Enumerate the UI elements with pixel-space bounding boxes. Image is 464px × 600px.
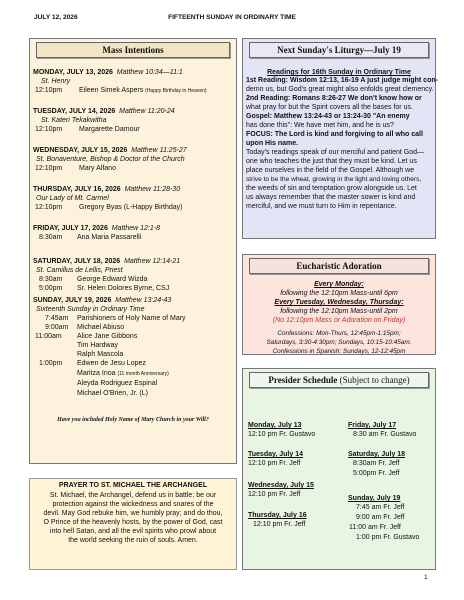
adoration-line: following the 12:10pm Mass-until 6pm: [280, 290, 398, 297]
day-date: FRIDAY, JULY 17, 2026 Matthew 12:1-8: [33, 225, 160, 232]
day-date: SATURDAY, JULY 18, 2026 Matthew 12:14-21: [33, 258, 181, 265]
day-date: WEDNESDAY, JULY 15, 2026 Matthew 11:25-27: [33, 147, 187, 154]
presider-day: Monday, July 13: [248, 422, 302, 429]
presider-day: Thursday, July 16: [248, 512, 307, 519]
mass-entry: Michael O'Brien, Jr. (L): [77, 390, 148, 397]
confessions-line: Confessions in Spanish: Sundays, 12-12:45pm: [272, 348, 406, 355]
presider-day: Friday, July 17: [348, 422, 397, 429]
liturgy-line: us always remember that the master sower is kind and: [246, 194, 416, 201]
liturgy-line: 2nd Reading: Romans 8:26-27 We don't know how or: [246, 95, 422, 102]
page-number: 1: [424, 574, 428, 581]
liturgy-line: one who teaches the just that they must be kind. Let us: [246, 158, 417, 165]
prayer-line: devil. May God rebuke him, we humbly pray; and do thou,: [43, 510, 223, 517]
mass-entry: 8:30am George Edward Wizda: [39, 276, 148, 283]
presider-entry: 7:45 am Fr. Jeff: [356, 504, 405, 511]
day-saint: Sixteenth Sunday in Ordinary Time: [36, 306, 145, 313]
bulletin-date: JULY 12, 2026: [34, 14, 78, 21]
prayer-line: into hell Satan, and all the evil spirits who prowl about: [49, 528, 217, 535]
mass-entry: 12:10pm Margarette Damour: [35, 126, 140, 133]
prayer-line: protection against the wickedness and snares of the: [52, 501, 214, 508]
adoration-note: (No 12:10pm Mass or Adoration on Friday): [272, 317, 406, 324]
mass-intentions-title: Mass Intentions: [36, 42, 230, 58]
adoration-line: Every Tuesday, Wednesday, Thursday:: [274, 299, 404, 306]
prayer-line: the world seeking the ruin of souls. Amen.: [68, 537, 198, 544]
presider-entry: 12:10 pm Fr. Jeff: [248, 460, 301, 467]
day-date: THURSDAY, JULY 16, 2026 Matthew 11:28-30: [33, 186, 181, 193]
focus-line: upon His name.: [246, 140, 299, 147]
mass-entry: Aleyda Rodriguez Espinal: [77, 380, 158, 387]
readings-heading: Readings for 16th Sunday in Ordinary Time: [267, 69, 411, 76]
presider-entry: 8:30 am Fr. Gustavo: [353, 431, 417, 438]
liturgy-line: strive to be the wheat, growing in the light and loving others,: [246, 176, 422, 183]
presider-title: Presider Schedule (Subject to change): [249, 372, 429, 388]
presider-day: Wednesday, July 15: [248, 482, 314, 489]
presider-entry: 9:00 am Fr. Jeff: [356, 514, 405, 521]
day-date: MONDAY, JULY 13, 2026 Matthew 10:34—11:1: [33, 69, 183, 76]
presider-entry: 12:10 pm Fr. Jeff: [253, 521, 306, 528]
presider-day: Saturday, July 18: [348, 451, 406, 458]
adoration-panel: [242, 254, 436, 355]
bulletin-title: FIFTEENTH SUNDAY IN ORDINARY TIME: [168, 14, 296, 21]
mass-entry: 11:00am Alice Jane Gibbons: [35, 333, 138, 340]
mass-entry: 7:45am Parishioners of Holy Name of Mary: [45, 315, 186, 322]
presider-panel: [242, 368, 436, 570]
confessions-line: Confessions: Mon-Thurs, 12:45pm-1:15pm;: [277, 330, 401, 337]
mass-entry: Tim Hardway: [77, 342, 118, 349]
mass-intentions-panel: [29, 38, 237, 464]
day-date: SUNDAY, JULY 19, 2026 Matthew 13:24-43: [33, 297, 172, 304]
liturgy-line: Gospel: Matthew 13:24-43 or 13:24-30 "An enemy: [246, 113, 410, 120]
confessions-line: Saturdays, 3:30-4:30pm; Sundays, 10:15-10:45am.: [266, 339, 412, 346]
mass-entry: Maritza Inoa (11 month Anniversary): [77, 370, 169, 377]
mass-entry: 12:10pm Mary Alfano: [35, 165, 116, 172]
day-date: TUESDAY, JULY 14, 2026 Matthew 11:20-24: [33, 108, 175, 115]
liturgy-line: 1st Reading: Wisdom 12:13, 16-19 A just judge might con-: [246, 77, 438, 84]
prayer-title: PRAYER TO ST. MICHAEL THE ARCHANGEL: [58, 482, 208, 489]
focus-line: FOCUS: The Lord is kind and forgiving to all who call: [246, 131, 423, 138]
liturgy-line: has done this": We have met him, and he is us?: [246, 122, 394, 129]
presider-day: Sunday, July 19: [348, 495, 401, 502]
mass-entry: 12:10pm Eileen Simek Aspers (Happy Birthday in Heaven): [35, 87, 207, 94]
presider-entry: 1:00 pm Fr. Gustavo: [356, 534, 420, 541]
presider-entry: 11:00 am Fr. Jeff: [349, 524, 401, 531]
day-saint: St. Henry: [41, 78, 71, 85]
will-note: Have you included Holy Name of Mary Church in your Will?: [57, 417, 209, 423]
day-saint: St. Kateri Tekakwitha: [41, 117, 107, 124]
mass-entry: 12:10pm Gregory Byas (L-Happy Birthday): [35, 204, 183, 211]
mass-entry: 5:00pm Sr. Helen Dolores Byrne, CSJ: [39, 285, 170, 292]
mass-entry: 9:00am Michael Abiuso: [45, 324, 125, 331]
liturgy-line: merciful, and we must turn to Him in repentance.: [246, 203, 397, 210]
adoration-title: Eucharistic Adoration: [249, 258, 429, 274]
presider-entry: 5:00pm Fr. Jeff: [353, 470, 400, 477]
prayer-line: St. Michael, the Archangel, defend us in battle; be our: [49, 492, 217, 499]
day-saint: Our Lady of Mt. Carmel: [36, 195, 109, 202]
liturgy-line: place ourselves in the field of the Gospel. Although we: [246, 167, 415, 174]
day-saint: St. Camillus de Lellis, Priest: [36, 267, 123, 274]
liturgy-line: what pray for but the Spirit covers all the bases for us.: [246, 104, 413, 111]
mass-entry: 8:30am Ana Maria Passarelli: [39, 234, 142, 241]
liturgy-line: Today's readings speak of our merciful and patient God—: [246, 149, 424, 156]
presider-entry: 12:10 pm Fr. Gustavo: [248, 431, 316, 438]
liturgy-line: demn us, but God's great might also enfolds great clemency.: [246, 86, 434, 93]
presider-day: Tuesday, July 14: [248, 451, 303, 458]
presider-entry: 12:10 pm Fr. Jeff: [248, 491, 301, 498]
liturgy-panel: [242, 38, 436, 239]
liturgy-title: Next Sunday's Liturgy—July 19: [249, 42, 429, 58]
mass-entry: 1:00pm Edwen de Jesu Lopez: [39, 360, 146, 367]
adoration-line: following the 12:10pm Mass-until 2pm: [280, 308, 398, 315]
mass-entry: Ralph Mascola: [77, 351, 124, 358]
adoration-line: Every Monday:: [314, 281, 364, 288]
prayer-line: O Prince of the heavenly hosts, by the power of God, cast: [43, 519, 223, 526]
prayer-panel: [29, 478, 237, 570]
day-saint: St. Bonaventure, Bishop & Doctor of the Church: [36, 156, 185, 163]
liturgy-line: the weeds of sin and temptation grow alongside us. Let: [246, 185, 417, 192]
presider-entry: 8:30am Fr. Jeff: [353, 460, 400, 467]
